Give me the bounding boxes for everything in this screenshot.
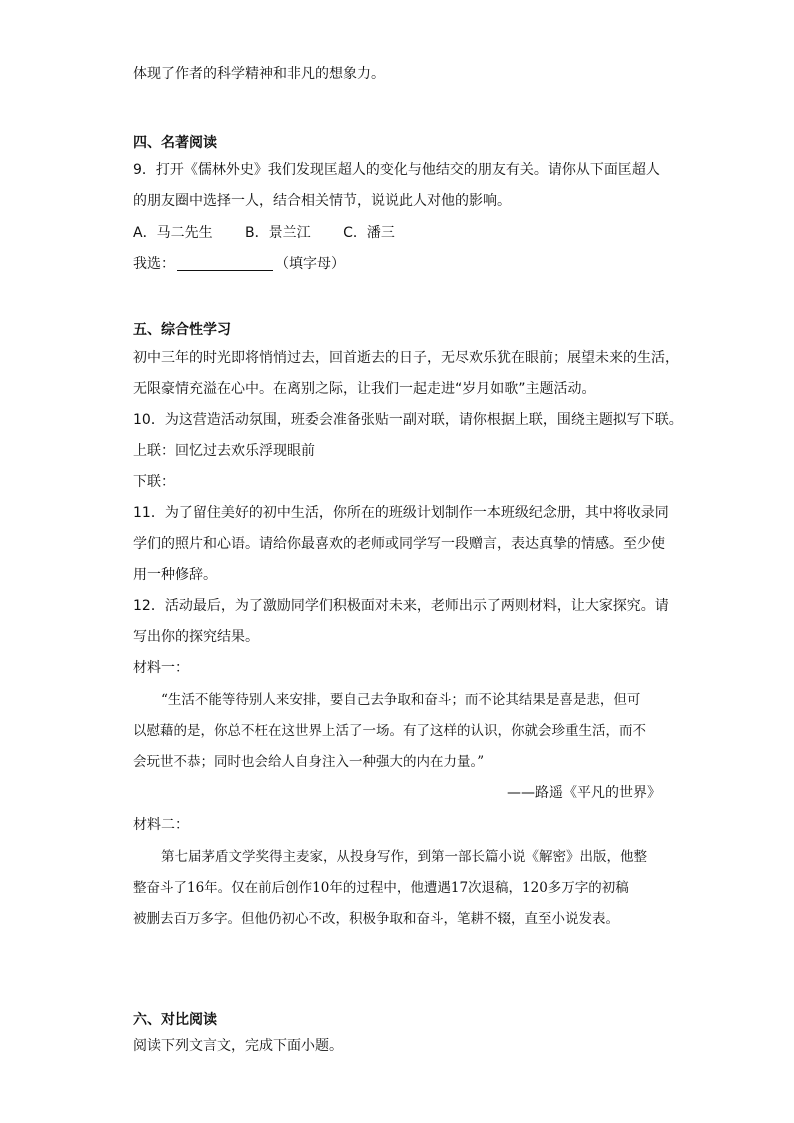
lower-couplet: 下联： [133, 474, 175, 490]
section-4-heading: 四、名著阅读 [133, 135, 217, 151]
material-1-source: ——路遥《平凡的世界》 [507, 785, 661, 801]
section-5-heading: 五、综合性学习 [133, 322, 231, 338]
section-5-intro-line-2: 无限豪情充溢在心中。在离别之际，让我们一起走进“岁月如歌”主题活动。 [133, 381, 596, 397]
question-11-line-3: 用一种修辞。 [133, 567, 217, 583]
choose-hint: （填字母） [275, 256, 345, 272]
option-a: A．马二先生 [133, 225, 213, 241]
material-2-label: 材料二： [133, 817, 189, 833]
material-1-line-3: 会玩世不恭；同时也会给人自身注入一种强大的内在力量。” [133, 754, 485, 770]
choose-label: 我选： [133, 256, 175, 272]
question-9-line-2: 的朋友圈中选择一人，结合相关情节，说说此人对他的影响。 [133, 193, 511, 209]
question-9-line-1: 9．打开《儒林外史》我们发现匡超人的变化与他结交的朋友有关。请你从下面匡超人 [133, 162, 660, 178]
section-6-intro: 阅读下列文言文，完成下面小题。 [133, 1038, 343, 1054]
continuation-text: 体现了作者的科学精神和非凡的想象力。 [133, 66, 385, 82]
question-11-line-1: 11．为了留住美好的初中生活，你所在的班级计划制作一本班级纪念册，其中将收录同 [133, 505, 669, 521]
section-6-heading: 六、对比阅读 [133, 1012, 217, 1028]
question-12-line-2: 写出你的探究结果。 [133, 629, 259, 645]
section-5-intro-line-1: 初中三年的时光即将悄悄过去，回首逝去的日子，无尽欢乐犹在眼前；展望未来的生活， [133, 350, 679, 366]
material-2-line-2: 整奋斗了16年。仅在前后创作10年的过程中，他遭遇17次退稿，120多万字的初稿 [133, 880, 629, 896]
option-b: B．景兰江 [245, 225, 311, 241]
upper-couplet: 上联：回忆过去欢乐浮现眼前 [133, 443, 315, 459]
material-2-line-3: 被删去百万多字。但他仍初心不改，积极争取和奋斗，笔耕不辍，直至小说发表。 [133, 911, 619, 927]
option-c: C．潘三 [343, 225, 395, 241]
choose-row [133, 254, 345, 274]
question-9-options [133, 223, 395, 243]
question-10: 10．为这营造活动氛围，班委会准备张贴一副对联，请你根据上联，围绕主题拟写下联。 [133, 412, 683, 428]
material-1-line-1: “生活不能等待别人来安排，要自己去争取和奋斗；而不论其结果是喜是悲，但可 [161, 692, 641, 708]
answer-blank[interactable] [177, 256, 273, 271]
question-11-line-2: 学们的照片和心语。请给你最喜欢的老师或同学写一段赠言，表达真挚的情感。至少使 [133, 536, 665, 552]
material-1-line-2: 以慰藉的是，你总不枉在这世界上活了一场。有了这样的认识，你就会珍重生活，而不 [133, 723, 646, 739]
material-2-line-1: 第七届茅盾文学奖得主麦家，从投身写作，到第一部长篇小说《解密》出版，他整 [161, 849, 647, 865]
question-12-line-1: 12．活动最后，为了激励同学们积极面对未来，老师出示了两则材料，让大家探究。请 [133, 598, 669, 614]
material-1-label: 材料一： [133, 660, 189, 676]
